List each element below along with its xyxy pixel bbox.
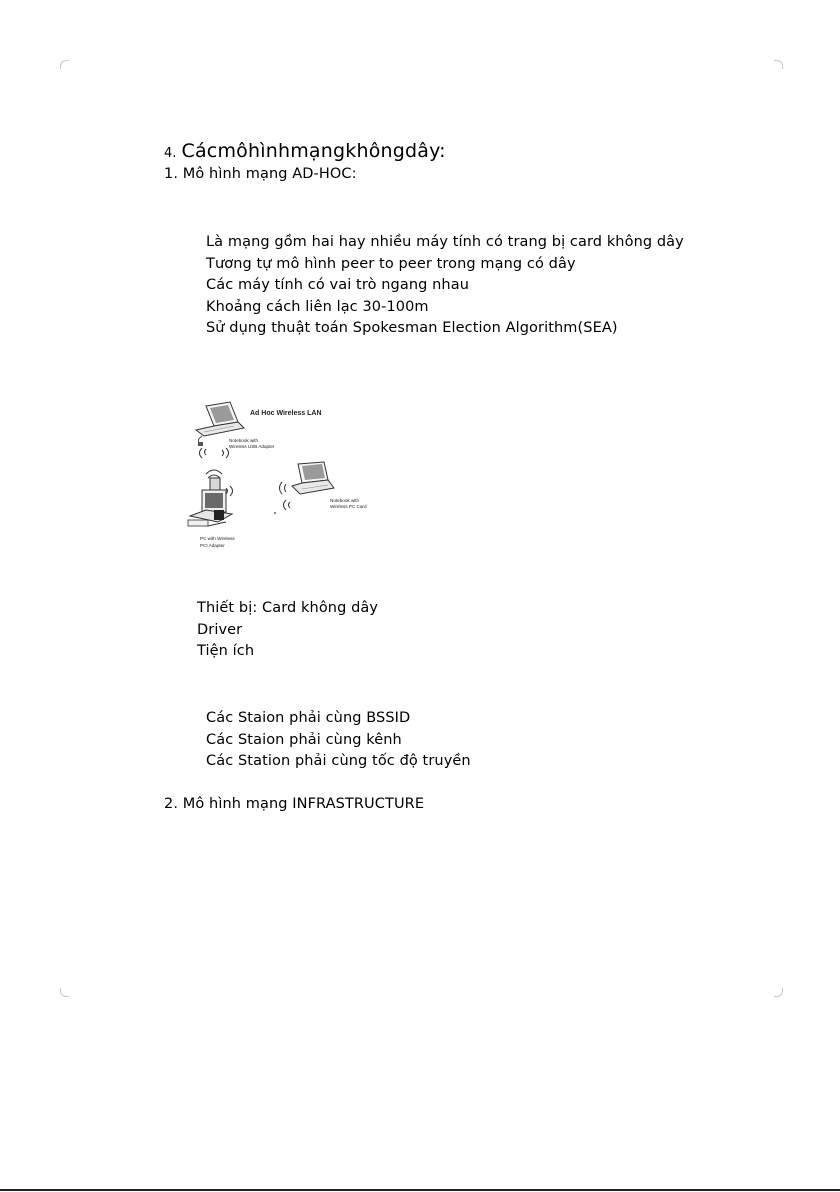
adhoc-bullet: Là mạng gồm hai hay nhiều máy tính có trang bị card không dây [206,234,684,250]
label-notebook-usb-1: Notebook with [229,438,259,443]
label-pc-1: PC with Wireless [200,536,235,541]
label-notebook-pc-2: Wireless PC Card [330,504,367,509]
section-number: 4. [164,146,177,161]
adhoc-requirement: Driver [197,622,243,638]
crop-mark-top-left [60,60,69,69]
infrastructure-heading: 2. Mô hình mạng INFRASTRUCTURE [164,796,425,812]
page-bottom-rule [0,1189,840,1191]
notebook-pc-card-icon [292,462,334,494]
label-notebook-pc-1: Notebook with [330,498,360,503]
adhoc-heading: 1. Mô hình mạng AD-HOC: [164,166,357,182]
section-title: Cácmôhìnhmạngkhôngdây: [181,140,446,162]
label-notebook-usb-2: Wireless USB Adapter [229,444,275,449]
crop-mark-top-right [774,60,783,69]
figure-title: Ad Hoc Wireless LAN [250,410,322,417]
wireless-signal-icon [200,448,229,458]
adhoc-bullet: Tương tự mô hình peer to peer trong mạng có dây [206,256,576,272]
adhoc-bullet: Khoảng cách liên lạc 30-100m [206,299,429,315]
crop-mark-bottom-left [60,988,69,997]
adhoc-condition: Các Staion phải cùng kênh [206,732,402,748]
adhoc-bullet: Các máy tính có vai trò ngang nhau [206,277,469,293]
adhoc-wireless-lan-figure [182,398,367,554]
desktop-pc-icon [188,478,232,526]
label-pc-2: PCI Adapter [200,543,225,548]
adhoc-bullet: Sử dụng thuật toán Spokesman Election Algorithm(SEA) [206,320,618,336]
adhoc-condition: Các Staion phải cùng BSSID [206,710,411,726]
section-heading [164,140,446,162]
wireless-signal-icon [280,482,291,510]
adhoc-condition: Các Station phải cùng tốc độ truyền [206,753,471,769]
adhoc-requirement: Tiện ích [197,643,255,659]
crop-mark-bottom-right [774,988,783,997]
adhoc-requirement: Thiết bị: Card không dây [197,600,379,616]
